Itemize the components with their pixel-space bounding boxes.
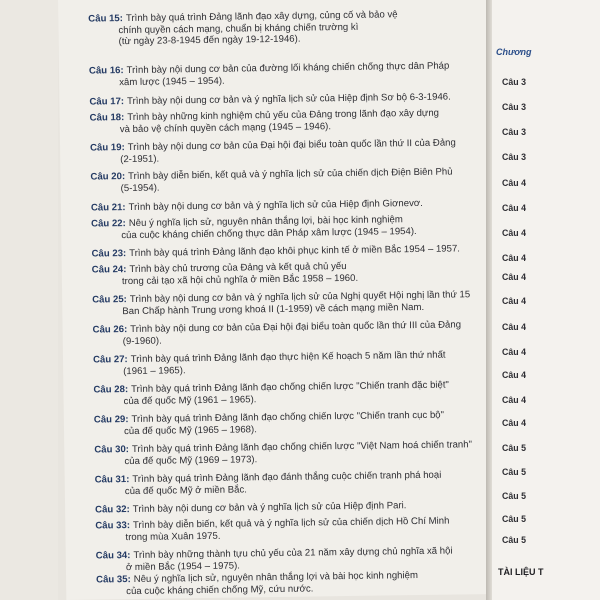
question-text: Trình bày chủ trương của Đảng và kết quả chủ yếu	[129, 260, 347, 276]
question-number: Câu 26:	[92, 324, 128, 336]
question-number: Câu 31:	[94, 474, 130, 486]
toc-entry: Câu 4	[502, 370, 526, 380]
question-text: Trình bày những thành tựu chủ yếu của 21 năm xây dựng chủ nghĩa xã hội	[133, 545, 453, 562]
question-text-line2: trong cải tạo xã hội chủ nghĩa ở miền Bắc 1958 – 1960.	[121, 272, 359, 287]
question-text: Trình bày nội dung cơ bản và ý nghĩa lịch sử của Hiệp định Sơ bộ 6-3-1946.	[127, 91, 451, 108]
question-number: Câu 34:	[95, 550, 131, 562]
question-25	[92, 289, 474, 317]
question-33	[95, 515, 477, 543]
question-text-line2: trong mùa Xuân 1975.	[125, 530, 221, 543]
toc-entry: Câu 4	[502, 296, 526, 306]
question-number: Câu 25:	[92, 294, 127, 306]
question-text: Trình bày diễn biến, kết quả và ý nghĩa lịch sử của chiến dịch Hồ Chí Minh	[132, 515, 450, 532]
toc-entry: Câu 4	[502, 178, 526, 188]
question-text-line2: Ban Chấp hành Trung ương khoá II (1-1959) về cách mạng miền Nam.	[122, 301, 425, 317]
question-27	[93, 349, 475, 377]
question-text-line2: của đế quốc Mỹ (1961 – 1965).	[123, 393, 257, 407]
question-text: Trình bày nội dung cơ bản và ý nghĩa lịch sử của Hiệp định Giơnevơ.	[128, 197, 423, 214]
question-number: Câu 29:	[93, 414, 129, 426]
toc-entry: Câu 5	[502, 514, 526, 524]
toc-entry: Câu 4	[502, 203, 526, 213]
toc-entry: Câu 5	[502, 467, 526, 477]
question-number: Câu 15:	[88, 13, 123, 25]
question-text-line3: (từ ngày 23-8-1945 đến ngày 19-12-1946).	[118, 33, 301, 48]
question-number: Câu 17:	[89, 96, 125, 108]
references-heading: TÀI LIỆU T	[498, 567, 544, 577]
question-29	[94, 409, 476, 437]
question-number: Câu 30:	[94, 444, 130, 456]
question-28	[93, 379, 475, 407]
question-text-line2: xâm lược (1945 – 1954).	[119, 75, 225, 88]
question-text: Trình bày những kinh nghiệm chủ yếu của Đảng trong lãnh đạo xây dựng	[127, 107, 440, 124]
question-16	[89, 60, 471, 88]
toc-entry: Câu 4	[502, 253, 526, 263]
question-text: Trình bày quá trình Đảng lãnh đạo xây dựng, củng cố và bảo vệ	[125, 9, 398, 25]
question-text: Nêu ý nghĩa lịch sử, nguyên nhân thắng lợi, bài học kinh nghiệm	[128, 214, 403, 230]
question-15	[88, 8, 470, 48]
toc-entry: Câu 4	[502, 418, 526, 428]
book-page-left	[58, 0, 496, 600]
question-number: Câu 35:	[96, 574, 131, 586]
toc-entry: Câu 5	[502, 535, 526, 545]
question-text: Trình bày diễn biến, kết quả và ý nghĩa lịch sử của chiến dịch Điện Biên Phủ	[128, 166, 453, 183]
question-text-line2: (2-1951).	[120, 153, 160, 165]
question-17	[89, 91, 471, 108]
question-text: Trình bày nội dung cơ bản và ý nghĩa lịch sử của Hiệp định Pari.	[132, 500, 407, 516]
question-number: Câu 22:	[91, 218, 126, 230]
question-22	[91, 213, 473, 241]
question-text: Trình bày nội dung cơ bản của Đại hội đại biểu toàn quốc lần thứ III của Đảng	[130, 319, 462, 336]
question-text: Trình bày quá trình Đảng lãnh đạo chống chiến lược "Việt Nam hoá chiến tranh"	[131, 439, 473, 456]
question-text-line2: và bảo vệ chính quyền cách mạng (1945 – 1946).	[119, 120, 332, 135]
question-31	[95, 469, 477, 497]
question-text: Trình bày quá trình Đảng lãnh đạo thực hiện Kế hoạch 5 năm lần thứ nhất	[130, 349, 446, 366]
question-text-line2: (9-1960).	[122, 335, 162, 347]
question-text-line2: ở miền Bắc (1954 – 1975).	[125, 560, 241, 573]
question-text-line2: của đế quốc Mỹ (1969 – 1973).	[124, 453, 258, 467]
question-21	[91, 197, 473, 214]
book-page-right	[492, 0, 600, 600]
question-number: Câu 23:	[91, 248, 127, 260]
question-32	[95, 499, 477, 516]
toc-entry: Câu 3	[502, 102, 526, 112]
question-number: Câu 28:	[93, 384, 129, 396]
left-margin	[0, 0, 58, 600]
question-text-line2: của cuộc kháng chiến chống Mỹ, cứu nước.	[126, 582, 314, 597]
chapter-heading: Chương	[496, 47, 532, 57]
question-number: Câu 32:	[95, 504, 130, 516]
question-text: Trình bày nội dung cơ bản của Đại hội đại biểu toàn quốc lần thứ II của Đảng	[127, 137, 456, 154]
question-text: Trình bày quá trình Đảng lãnh đạo khôi phục kinh tế ở miền Bắc 1954 – 1957.	[129, 243, 460, 260]
question-text-line2: của đế quốc Mỹ ở miền Bắc.	[124, 483, 247, 497]
question-text: Trình bày nội dung cơ bản của đường lối kháng chiến chống thực dân Pháp	[126, 60, 450, 77]
question-number: Câu 20:	[90, 171, 126, 183]
question-26	[93, 319, 475, 347]
question-text: Trình bày quá trình Đảng lãnh đạo chống chiến lược "Chiến tranh đặc biệt"	[131, 379, 449, 396]
question-text-line2: của cuộc kháng chiến chống thực dân Pháp xâm lược (1945 – 1954).	[121, 225, 417, 241]
question-20	[90, 166, 472, 194]
toc-entry: Câu 5	[502, 443, 526, 453]
toc-entry: Câu 3	[502, 77, 526, 87]
question-text-line2: chính quyền cách mạng, chuẩn bị kháng chiến trường kì	[118, 21, 359, 36]
toc-entry: Câu 3	[502, 127, 526, 137]
question-18	[90, 107, 472, 135]
toc-entry: Câu 4	[502, 322, 526, 332]
toc-entry: Câu 3	[502, 152, 526, 162]
toc-entry: Câu 4	[502, 347, 526, 357]
question-text-line2: của đế quốc Mỹ (1965 – 1968).	[123, 423, 257, 437]
question-number: Câu 27:	[92, 354, 128, 366]
question-text: Trình bày quá trình Đảng lãnh đạo đánh thắng cuộc chiến tranh phá hoại	[132, 469, 442, 486]
question-number: Câu 21:	[90, 202, 126, 214]
toc-entry: Câu 4	[502, 272, 526, 282]
question-30	[94, 439, 476, 467]
question-number: Câu 16:	[88, 65, 124, 77]
question-24	[92, 259, 474, 287]
question-text: Trình bày quá trình Đảng lãnh đạo chống chiến lược "Chiến tranh cục bộ"	[131, 409, 445, 426]
question-35	[96, 569, 478, 597]
question-number: Câu 19:	[89, 142, 125, 154]
question-number: Câu 18:	[89, 112, 125, 124]
toc-entry: Câu 5	[502, 491, 526, 501]
question-number: Câu 24:	[91, 264, 127, 276]
toc-entry: Câu 4	[502, 228, 526, 238]
question-text-line2: (5-1954).	[120, 182, 160, 194]
question-text-line2: (1961 – 1965).	[123, 364, 186, 377]
toc-entry: Câu 4	[502, 395, 526, 405]
question-23	[91, 243, 473, 260]
question-text: Trình bày nội dung cơ bản và ý nghĩa lịch sử của Nghị quyết Hội nghị lần thứ 15	[129, 289, 471, 306]
question-number: Câu 33:	[95, 520, 131, 532]
question-19	[90, 137, 472, 165]
question-text: Nêu ý nghĩa lịch sử, nguyên nhân thắng lợi và bài học kinh nghiệm	[133, 570, 418, 585]
